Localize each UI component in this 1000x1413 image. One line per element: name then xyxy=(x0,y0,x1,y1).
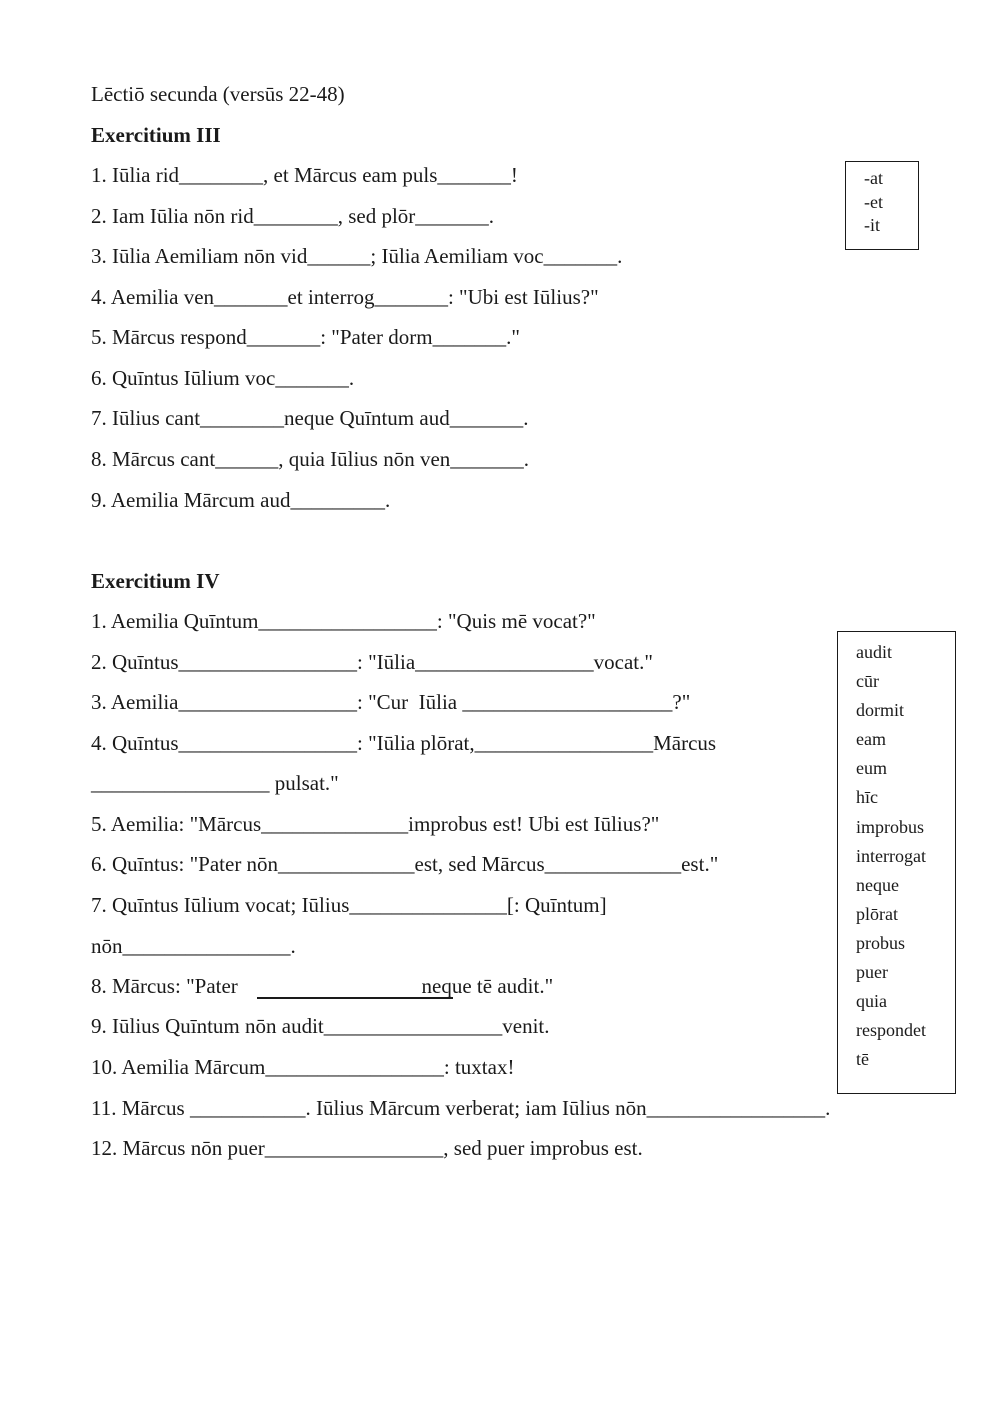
exercise-3-line-4: 4. Aemilia ven_______et interrog_______: "Ubi est Iūlius?" xyxy=(91,285,599,309)
exercise-3-line-8: 8. Mārcus cant______, quia Iūlius nōn ven_______. xyxy=(91,447,530,471)
endings-box xyxy=(845,161,919,250)
exercise-3-line-2: 2. Iam Iūlia nōn rid________, sed plōr_______. xyxy=(91,204,495,228)
word-bank-item: eum xyxy=(856,758,887,779)
word-bank-item: eam xyxy=(856,729,886,750)
exercise-3-line-3: 3. Iūlia Aemiliam nōn vid______; Iūlia Aemiliam voc_______. xyxy=(91,244,623,268)
word-bank-item: cūr xyxy=(856,671,879,692)
word-bank-item: hīc xyxy=(856,787,878,808)
exercise-3-line-9: 9. Aemilia Mārcum aud_________. xyxy=(91,488,391,512)
answer-blank xyxy=(257,997,453,999)
exercise-4-line-8: 8. Mārcus: "Pater neque tē audit." xyxy=(91,974,554,998)
word-bank-item: tē xyxy=(856,1049,869,1070)
word-bank-box xyxy=(837,631,956,1094)
exercise-4-line-7-cont: nōn________________. xyxy=(91,934,296,958)
word-bank-item: neque xyxy=(856,874,899,895)
word-bank-item: probus xyxy=(856,932,905,953)
exercise-3-line-6: 6. Quīntus Iūlium voc_______. xyxy=(91,366,355,390)
exercise-3-title: Exercitium III xyxy=(91,123,221,147)
exercise-4-line-1: 1. Aemilia Quīntum_________________: "Quis mē vocat?" xyxy=(91,609,596,633)
exercise-4-line-4-cont: _________________ pulsat." xyxy=(91,771,339,795)
exercise-4-line-12: 12. Mārcus nōn puer_________________, sed puer improbus est. xyxy=(91,1136,643,1160)
exercise-4-title: Exercitium IV xyxy=(91,569,220,593)
ending-item: -et xyxy=(864,191,883,212)
word-bank-item: quia xyxy=(856,991,887,1012)
exercise-4-line-9: 9. Iūlius Quīntum nōn audit_________________venit. xyxy=(91,1014,550,1038)
exercise-4-line-6: 6. Quīntus: "Pater nōn_____________est, sed Mārcus_____________est." xyxy=(91,852,719,876)
word-bank-item: respondet xyxy=(856,1020,926,1041)
exercise-4-line-4: 4. Quīntus_________________: "Iūlia plōrat,_________________Mārcus xyxy=(91,731,717,755)
ending-item: -at xyxy=(864,168,883,188)
exercise-4-line-5: 5. Aemilia: "Mārcus______________improbus est! Ubi est Iūlius?" xyxy=(91,812,660,836)
exercise-3-line-5: 5. Mārcus respond_______: "Pater dorm_______." xyxy=(91,325,520,349)
ending-item: -it xyxy=(864,215,880,235)
word-bank-item: improbus xyxy=(856,816,925,837)
word-bank-item: plōrat xyxy=(856,903,898,924)
lesson-header: Lēctiō secunda (versūs 22-48) xyxy=(91,82,345,106)
word-bank-item: dormit xyxy=(856,700,904,721)
word-bank-item: interrogat xyxy=(856,845,926,866)
word-bank-item: puer xyxy=(856,962,888,983)
exercise-4-line-10: 10. Aemilia Mārcum_________________: tuxtax! xyxy=(91,1055,515,1079)
exercise-4-line-7: 7. Quīntus Iūlium vocat; Iūlius_______________[: Quīntum] xyxy=(91,893,607,917)
exercise-4-line-11: 11. Mārcus ___________. Iūlius Mārcum verberat; iam Iūlius nōn_________________. xyxy=(91,1096,831,1120)
exercise-4-line-3: 3. Aemilia_________________: "Cur Iūlia ____________________?" xyxy=(91,690,691,714)
exercise-3-line-1: 1. Iūlia rid________, et Mārcus eam puls_______! xyxy=(91,163,518,187)
exercise-3-line-7: 7. Iūlius cant________neque Quīntum aud_______. xyxy=(91,406,529,430)
word-bank-item: audit xyxy=(856,642,892,662)
exercise-4-line-2: 2. Quīntus_________________: "Iūlia_________________vocat." xyxy=(91,650,653,674)
